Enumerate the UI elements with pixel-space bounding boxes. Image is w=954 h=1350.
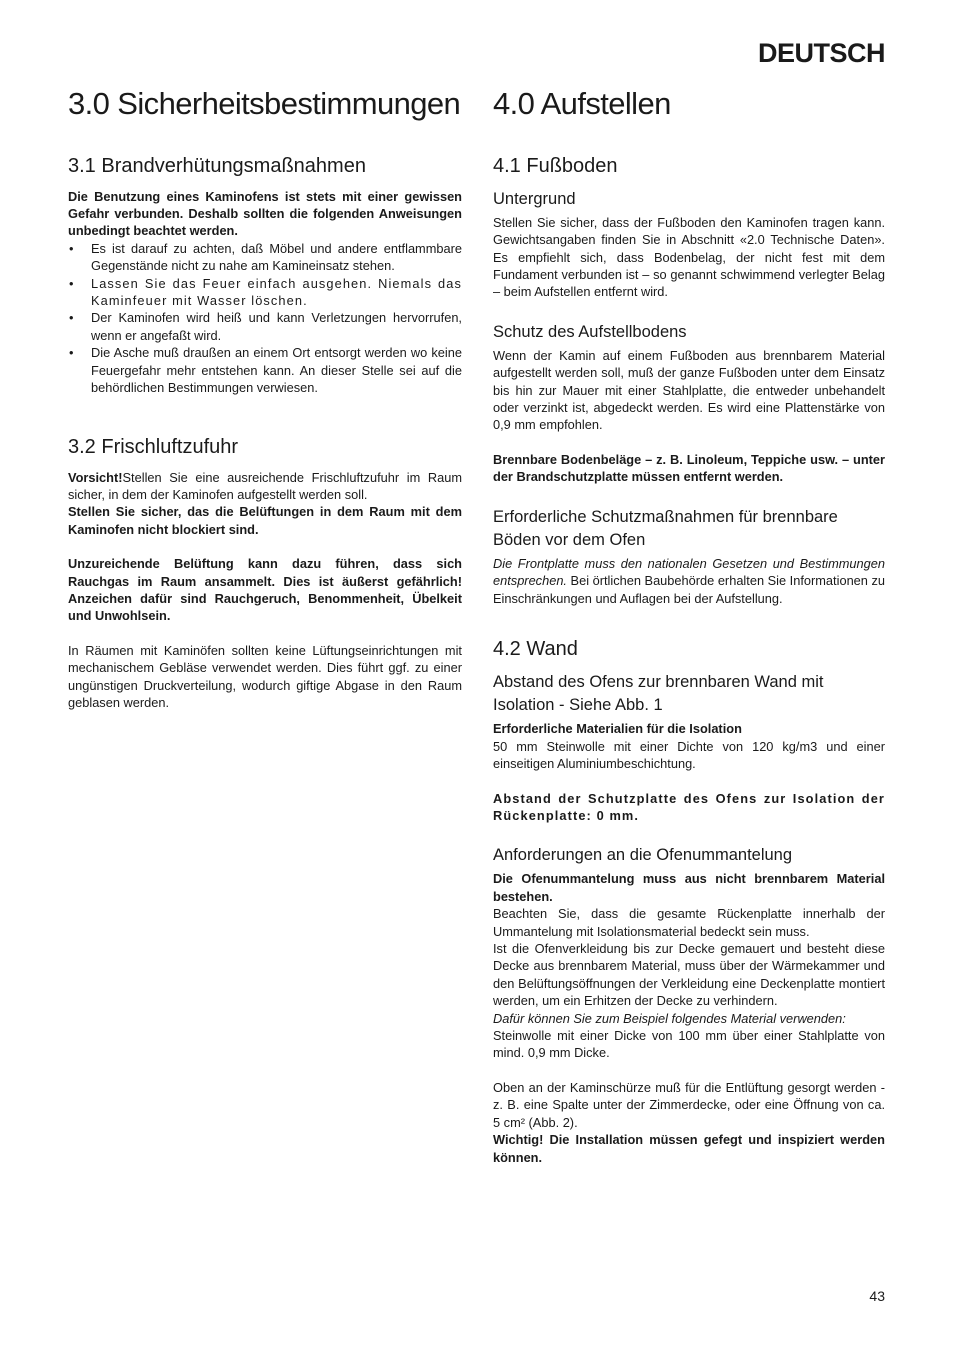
caution-paragraph [68, 469, 462, 504]
anforderungen-bold: Die Ofenummantelung muss aus nicht brennbarem Material bestehen. [493, 871, 885, 904]
untergrund-heading: Untergrund [493, 189, 576, 208]
schutz-heading: Schutz des Aufstellbodens [493, 322, 687, 341]
language-label: DEUTSCH [757, 38, 885, 68]
section-4-2-heading: 4.2 Wand [493, 638, 578, 661]
caution-label: Vorsicht! [68, 469, 123, 485]
list-item: • Die Asche muß draußen an einem Ort entsorgt werden wo keine Feuergefahr mehr entstehen kann. An dieser Stelle sei auf die behördlichen Bestimmungen verwiesen. [69, 345, 462, 396]
ventilation-paragraph: In Räumen mit Kaminöfen sollten keine Lüftungseinrichtungen mit mechanischem Gebläse verwendet werden. Dies führt ggf. zu einer ungünstigen Druckverteilung, wodurch giftige Abgase in den Raum geblasen werden. [68, 642, 462, 710]
list-item: • Der Kaminofen wird heiß und kann Verletzungen hervorrufen, wenn er angefaßt wird. [69, 310, 462, 343]
list-item: • Es ist darauf zu achten, daß Möbel und andere entflammbare Gegenstände nicht zu nahe am Kamineinsatz stehen. [69, 240, 462, 274]
left-column [68, 86, 462, 711]
erforderlich-text: Bei örtlichen Baubehörde erhalten Sie Informationen zu Einschränkungen und Auflagen bei der Aufstellung. [493, 573, 885, 606]
caution-text: Stellen Sie eine ausreichende Frischluftzufuhr im Raum sicher, in dem der Kaminofen aufgestellt werden soll. [68, 469, 462, 502]
anforderungen-text-3: Steinwolle mit einer Dicke von 100 mm über einer Stahlplatte von mind. 0,9 mm Dicke. [493, 1028, 885, 1061]
entlueftung-text: Oben an der Kaminschürze muß für die Entlüftung gesorgt werden - z. B. eine Spalte unter der Zimmerdecke, oder eine Öffnung von ca. 5 cm² (Abb. 2). [493, 1079, 885, 1130]
list-item-text: Die Asche muß draußen an einem Ort entsorgt werden wo keine Feuergefahr mehr entstehen kann. An dieser Stelle sei auf die behördlichen Bestimmungen verwiesen. [91, 345, 462, 396]
materials-label: Erforderliche Materialien für die Isolation [493, 721, 742, 737]
section-3-title: 3.0 Sicherheitsbestimmungen [68, 86, 461, 121]
erforderlich-paragraph [493, 555, 885, 607]
abstand-heading: Abstand des Ofens zur brennbaren Wand mit Isolation - Siehe Abb. 1 [493, 673, 824, 715]
section-3-1-heading: 3.1 Brandverhütungsmaßnahmen [68, 154, 366, 177]
ventilation-warning: Unzureichende Belüftung kann dazu führen, dass sich Rauchgas im Raum ansammelt. Dies ist äußerst gefährlich! Anzeichen dafür sind Rauchgeruch, Benommenheit, Übelkeit und Unwohlsein. [68, 556, 462, 624]
untergrund-text: Stellen Sie sicher, dass der Fußboden den Kaminofen tragen kann. Gewichtsangaben finden Sie in Abschnitt «2.0 Technische Daten». Es empfiehlt sich, dass Bodenbelag, der nicht fest mit dem Fundament verbunden ist – so genannt schwimmend verlegter Belag – beim Aufstellen entfernt wird. [493, 214, 885, 300]
section-3-2-heading: 3.2 Frischluftzufuhr [68, 435, 239, 458]
list-item-text: Es ist darauf zu achten, daß Möbel und andere entflammbare Gegenstände nicht zu nahe am Kamineinsatz stehen. [91, 240, 462, 274]
schutz-text: Wenn der Kamin auf einem Fußboden aus brennbarem Material aufgestellt werden soll, muß der ganze Fußboden unter dem Einsatz bis hin zur Mauer mit einer Stahlplatte, die entweder unbehandelt oder verzinkt ist, abgedeckt werden. Es wird eine Plattenstärke von 0,9 mm empfohlen. [493, 347, 885, 433]
anforderungen-text-2: Ist die Ofenverkleidung bis zur Decke gemauert und besteht diese Decke aus brennbarem Material, muss über der Wärmekammer und den Belüftungsöffnungen der Verkleidung eine Deckenplatte montiert werden, um ein Erhitzen der Decke zu verhindern. [493, 941, 885, 1009]
abstand-bold-note: Abstand der Schutzplatte des Ofens zur Isolation der Rückenplatte: 0 mm. [493, 790, 885, 823]
list-item-text: Der Kaminofen wird heiß und kann Verletzungen hervorrufen, wenn er angefaßt wird. [91, 310, 462, 343]
section-4-title: 4.0 Aufstellen [493, 86, 671, 121]
list-item-text: Lassen Sie das Feuer einfach ausgehen. Niemals das Kaminfeuer mit Wasser löschen. [91, 275, 462, 309]
fire-prevention-list [68, 240, 462, 397]
anforderungen-text-1: Beachten Sie, dass die gesamte Rückenplatte innerhalb der Ummantelung mit Isolationsmaterial bedeckt sein muss. [493, 906, 885, 939]
anforderungen-heading: Anforderungen an die Ofenummantelung [493, 846, 793, 865]
wichtig-note: Wichtig! Die Installation müssen gefegt und inspiziert werden können. [493, 1132, 885, 1165]
materials-text: 50 mm Steinwolle mit einer Dichte von 120 kg/m3 und einer einseitigen Aluminiumbeschichtung. [493, 738, 885, 772]
section-3-1-intro: Die Benutzung eines Kaminofens ist stets mit einer gewissen Gefahr verbunden. Deshalb sollten die folgenden Anweisungen unbedingt beachtet werden. [68, 188, 462, 239]
list-item: • Lassen Sie das Feuer einfach ausgehen. Niemals das Kaminfeuer mit Wasser löschen. [69, 275, 462, 309]
erforderlich-italic: Die Frontplatte muss den nationalen Gesetzen und Bestimmungen entsprechen. [493, 555, 885, 589]
right-column [493, 86, 885, 1166]
page-number: 43 [869, 1288, 885, 1304]
schutz-bold-note: Brennbare Bodenbeläge – z. B. Linoleum, Teppiche usw. – unter der Brandschutzplatte müssen entfernt werden. [493, 451, 885, 485]
anforderungen-italic: Dafür können Sie zum Beispiel folgendes Material verwenden: [493, 1010, 846, 1026]
ventilation-note: Stellen Sie sicher, das die Belüftungen in dem Raum mit dem Kaminofen nicht blockiert sind. [68, 504, 462, 537]
erforderlich-heading: Erforderliche Schutzmaßnahmen für brennbare Böden vor dem Ofen [493, 507, 838, 549]
section-4-1-heading: 4.1 Fußboden [493, 154, 618, 177]
